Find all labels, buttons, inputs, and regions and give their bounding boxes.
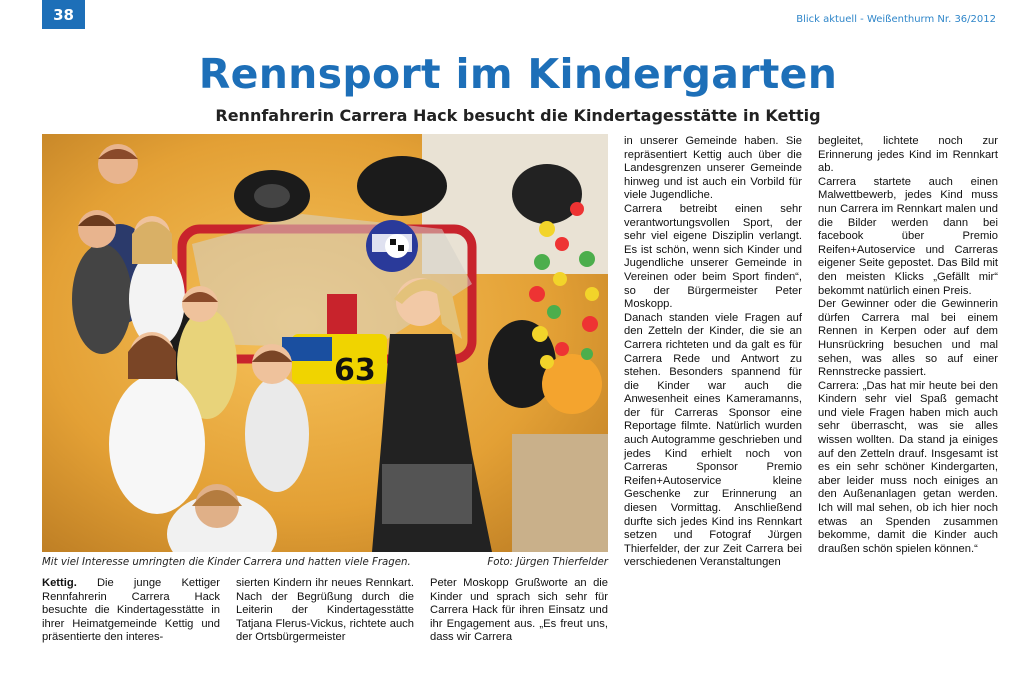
article-headline: Rennsport im Kindergarten	[198, 50, 838, 98]
paragraph: Carrera startete auch einen Malwettbewerb, jedes Kind muss nun Carrera im Rennkart malen und die Bilder werden dann bei facebook über Premio Reifen+Autoservice und Carreras eigener Seite gepostet. Das Bild mit den meisten Klicks „Gefällt mir“ bekommt natürlich einen Preis.	[818, 175, 998, 297]
paragraph: Danach standen viele Fragen auf den Zetteln der Kinder, die sie an Carrera richteten und da galt es für Carrera Rede und Antwort zu stehen. Besonders spannend für die Kinder war auch die Anwesenheit eines Kameramanns, der für Carreras Sponsor eine Reportage filmte. Natürlich wurden auch Autogramme geschrieben und jedes Kind erhielt noch von Carreras Sponsor Premio Reifen+Autoservice kleine Geschenke zur Erinnerung an diesen Vormittag. Anschließend durfte sich jedes Kind ins Rennkart setzen und Fotograf Jürgen Thierfelder, der zur Zeit Carrera bei verschiedenen Veranstaltungen	[624, 311, 802, 569]
paragraph: begleitet, lichtete noch zur Erinnerung jedes Kind im Rennkart ab.	[818, 135, 998, 175]
paragraph: Carrera: „Das hat mir heute bei den Kindern sehr viel Spaß gemacht und viele Fragen haben mich auch sehr überrascht, was sie alles wissen wollten. Da stand ja einiges auf den Zetteln drauf. Insgesamt ist es ein sehr schöner Kindergarten, aber leider muss noch einiges an den Außenanlagen getan werden. Ich will mal sehen, ob ich hier noch etwas an Spenden zusammen bekomme, damit die Kinder auch draußen schön spielen können.“	[818, 379, 998, 555]
dateline: Kettig.	[42, 577, 77, 589]
photo-caption: Mit viel Interesse umringten die Kinder Carrera und hatten viele Fragen.	[42, 557, 411, 568]
paragraph-text: Die junge Kettiger Rennfahrerin Carrera Hack besuchte die Kindertagesstätte in ihrer Heimatgemeinde Kettig und präsentierte den interes-	[42, 577, 220, 644]
page-number: 38	[42, 0, 85, 29]
text-column-2	[236, 577, 414, 645]
text-column-4	[624, 135, 802, 570]
paragraph: sierten Kindern ihr neues Rennkart. Nach der Begrüßung durch die Leiterin der Kindertagesstätte Tatjana Flerus-Vickus, richtete auch der Ortsbürgermeister	[236, 577, 414, 644]
article-photo	[42, 134, 608, 552]
paragraph: Carrera betreibt einen sehr verantwortungsvollen Sport, der sehr viel eigene Disziplin verlangt. Es ist schön, wenn sich Kinder und Jugendliche unserer Gemeinde in Vereinen oder beim Sport finden“, so der Bürgermeister Peter Moskopp.	[624, 202, 802, 311]
text-column-1	[42, 577, 220, 645]
article-subheadline: Rennfahrerin Carrera Hack besucht die Kindertagesstätte in Kettig	[215, 106, 821, 125]
paragraph: in unserer Gemeinde haben. Sie repräsentiert Kettig auch über die Landesgrenzen unserer Gemeinde hinweg und ist auch ein Vorbild für viele Jugendliche.	[624, 135, 802, 202]
paragraph: Der Gewinner oder die Gewinnerin dürfen Carrera mal bei einem Rennen in Kerpen oder auf dem Hunsrückring besuchen und mal sehen, was alles so auf einer Rennstrecke passiert.	[818, 298, 998, 379]
kart-number: 63	[334, 353, 376, 388]
helmet	[385, 234, 409, 258]
paragraph: Peter Moskopp Grußworte an die Kinder und sprach sich sehr für Carrera Hack für ihren Einsatz und ihr Engagement aus. „Es freut uns, dass wir Carrera	[430, 577, 608, 644]
table	[512, 434, 608, 552]
paragraph	[42, 577, 220, 645]
photo-credit: Foto: Jürgen Thierfelder	[487, 557, 608, 568]
text-column-5	[818, 135, 998, 556]
text-column-3	[430, 577, 608, 645]
photo-caption-row	[42, 557, 608, 571]
issue-label: Blick aktuell - Weißenthurm Nr. 36/2012	[796, 14, 996, 25]
photo-illustration	[42, 134, 608, 552]
